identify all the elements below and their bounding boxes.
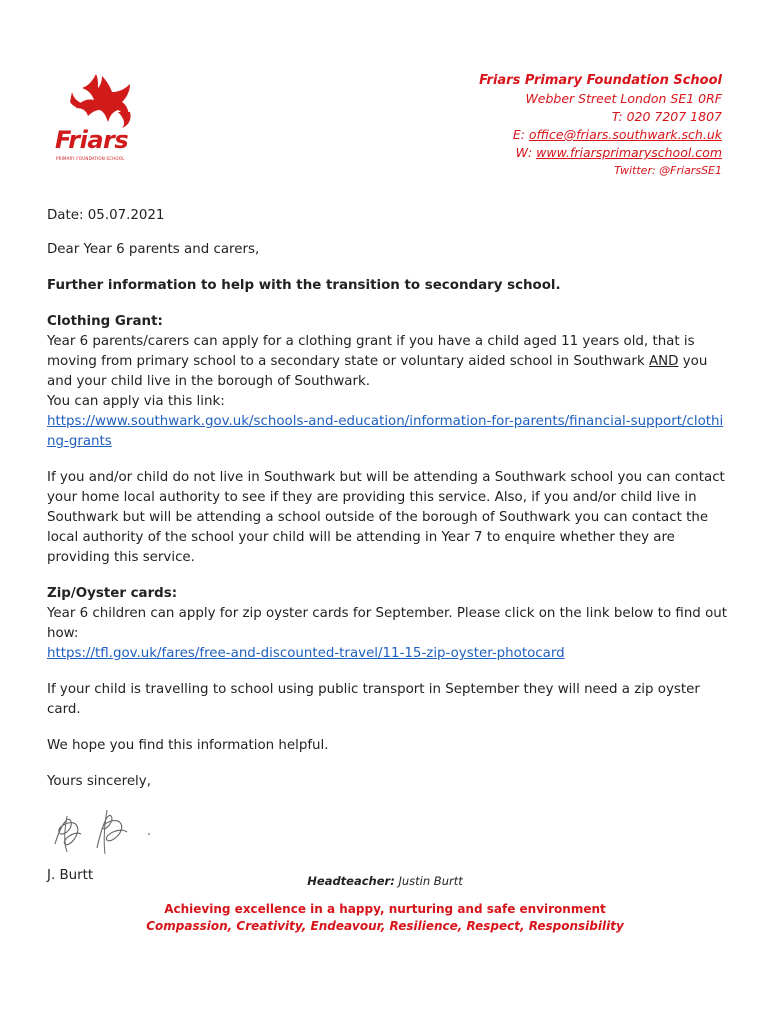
handwritten-signature (47, 804, 727, 856)
closing-hope: We hope you find this information helpful. (47, 738, 329, 753)
logo-wordmark: Friars (55, 126, 129, 154)
school-values: Compassion, Creativity, Endeavour, Resilience, Respect, Responsibility (146, 919, 624, 933)
signatory-name: J. Burtt (47, 868, 94, 883)
oyster-card-link[interactable]: https://tfl.gov.uk/fares/free-and-discounted-travel/11-15-zip-oyster-photocard (47, 646, 565, 661)
headteacher-line (0, 874, 770, 888)
letter-subject: Further information to help with the transition to secondary school. (47, 278, 561, 293)
clothing-grant-paragraph-2: If you and/or child do not live in Southwark but will be attending a Southwark school you can contact your home local authority to see if they are providing this service. Also, if you and/or child live in Southwark but will be attending a school outside of the borough of Southwark you can contact the local authority of the school your child will be attending in Year 7 to enquire whether they are providing this service. (47, 470, 725, 565)
web-prefix: W: (515, 145, 537, 160)
school-phone: T: 020 7207 1807 (611, 109, 722, 124)
clothing-grant-link[interactable]: https://www.southwark.gov.uk/schools-and-education/information-for-parents/financial-support/clothing-grants (47, 414, 724, 449)
email-link[interactable]: office@friars.southwark.sch.uk (528, 127, 722, 142)
headteacher-name: Justin Burtt (394, 874, 463, 888)
salutation: Dear Year 6 parents and carers, (47, 242, 260, 257)
website-link[interactable]: www.friarsprimaryschool.com (536, 145, 722, 160)
clothing-text-part1: Year 6 parents/carers can apply for a clothing grant if you have a child aged 11 years old, that is moving from primary school to a secondary state or voluntary aided school in Southwark (47, 334, 695, 369)
clothing-text-part2: you and your child live in the borough of Southwark. (47, 354, 708, 389)
letter-date: Date: 05.07.2021 (47, 208, 165, 223)
clothing-grant-heading: Clothing Grant: (47, 314, 163, 329)
school-address: Webber Street London SE1 0RF (525, 91, 722, 106)
clothing-and-emphasis: AND (648, 354, 679, 369)
clothing-link-intro: You can apply via this link: (47, 394, 225, 409)
email-prefix: E: (512, 127, 529, 142)
oyster-text: Year 6 children can apply for zip oyster cards for September. Please click on the link below to find out how: (47, 606, 727, 641)
logo-subtitle: PRIMARY FOUNDATION SCHOOL (56, 156, 125, 161)
school-logo (52, 72, 138, 164)
school-twitter: Twitter: @FriarsSE1 (614, 164, 722, 177)
oyster-heading: Zip/Oyster cards: (47, 586, 178, 601)
oyster-paragraph-2: If your child is travelling to school using public transport in September they will need a zip oyster card. (47, 682, 700, 717)
letter-body (47, 206, 727, 886)
school-motto: Achieving excellence in a happy, nurturing and safe environment (164, 902, 606, 916)
headteacher-label: Headteacher: (307, 874, 395, 888)
school-email-line (479, 126, 722, 144)
school-name: Friars Primary Foundation School (479, 73, 722, 88)
school-web-line (479, 144, 722, 162)
clothing-grant-text (47, 332, 727, 392)
sign-off: Yours sincerely, (47, 774, 151, 789)
letterhead (479, 72, 722, 180)
dragon-icon (52, 72, 138, 132)
